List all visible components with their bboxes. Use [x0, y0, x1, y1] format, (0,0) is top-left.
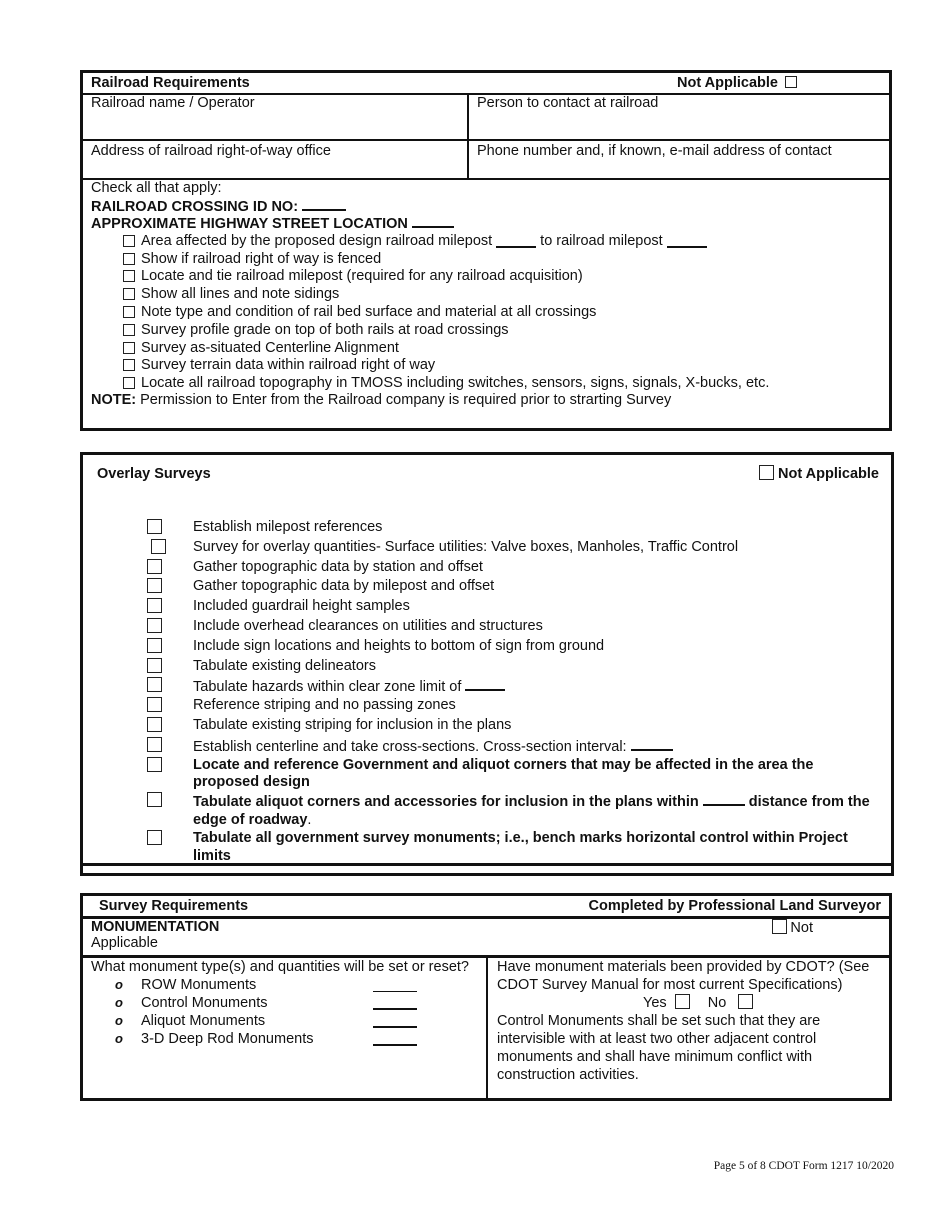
monumentation-title: MONUMENTATION [91, 919, 220, 935]
milepost-item: Area affected by the proposed design railroad milepost to railroad milepost [91, 232, 883, 250]
survey-section [80, 893, 892, 1101]
monumentation-not-applicable: Not [772, 919, 813, 936]
railroad-header [83, 73, 889, 93]
overlay-item: Establish milepost references [83, 519, 879, 539]
overlay-item-checkbox[interactable] [147, 559, 162, 574]
railroad-item-checkbox[interactable] [123, 342, 135, 354]
railroad-item: Note type and condition of rail bed surface and material at all crossings [91, 303, 883, 321]
overlay-item: Include sign locations and heights to bottom of sign from ground [83, 638, 879, 658]
railroad-title: Railroad Requirements [91, 75, 250, 91]
railroad-item: Locate all railroad topography in TMOSS including switches, sensors, signs, signals, X-bucks, etc. [91, 374, 883, 392]
monumentation-applicable: Applicable [91, 935, 158, 951]
monument-quantity-blank[interactable] [373, 996, 417, 1010]
survey-header [83, 896, 889, 916]
overlay-item: Gather topographic data by milepost and offset [83, 578, 879, 598]
page-footer: Page 5 of 8 CDOT Form 1217 10/2020 [713, 1160, 894, 1172]
overlay-item-tab-monuments: Tabulate all government survey monuments; i.e., bench marks horizontal control within Project limits [83, 830, 879, 866]
railroad-item-checkbox[interactable] [123, 253, 135, 265]
overlay-item: Gather topographic data by station and offset [83, 559, 879, 579]
control-monuments-text: Control Monuments shall be set such that they are intervisible with at least two other adjacent control monuments and shall have minimum conflict with construction activities. [497, 1013, 821, 1083]
monument-quantity-blank[interactable] [373, 979, 417, 992]
overlay-item-checkbox[interactable] [147, 792, 162, 807]
railroad-item-checkbox[interactable] [123, 359, 135, 371]
overlay-item: Included guardrail height samples [83, 598, 879, 618]
overlay-header [97, 465, 879, 482]
overlay-item-checkbox[interactable] [147, 830, 162, 845]
railroad-contact-label: Person to contact at railroad [477, 95, 659, 111]
materials-yes-no: Yes No [497, 994, 877, 1012]
overlay-item-checkbox[interactable] [147, 697, 162, 712]
overlay-item-locate-gov: Locate and reference Government and aliquot corners that may be affected in the area the proposed design [83, 757, 879, 793]
monument-quantity-blank[interactable] [373, 1014, 417, 1028]
railroad-item: Show all lines and note sidings [91, 285, 883, 303]
railroad-item-checkbox[interactable] [123, 306, 135, 318]
monument-item: o Aliquot Monuments [91, 1012, 471, 1030]
overlay-item-checkbox[interactable] [147, 519, 162, 534]
milepost-to-blank[interactable] [667, 234, 707, 248]
railroad-item-checkbox[interactable] [123, 324, 135, 336]
monument-item: o Control Monuments [91, 994, 471, 1012]
crossing-id: RAILROAD CROSSING ID NO: [91, 197, 883, 214]
railroad-phone-field[interactable] [477, 143, 887, 159]
railroad-item-checkbox[interactable] [123, 377, 135, 389]
aliquot-distance-blank[interactable] [703, 792, 745, 806]
overlay-item-checkbox[interactable] [147, 598, 162, 613]
railroad-checklist [91, 180, 883, 410]
railroad-name-label: Railroad name / Operator [91, 95, 255, 111]
materials-question: Have monument materials been provided by CDOT? (See CDOT Survey Manual for most current Specifications) [497, 959, 870, 993]
railroad-item: Survey profile grade on top of both rails at road crossings [91, 321, 883, 339]
railroad-item-checkbox[interactable] [123, 270, 135, 282]
materials-no-checkbox[interactable] [738, 994, 753, 1009]
milepost-from-blank[interactable] [496, 234, 536, 248]
monument-types [91, 958, 471, 1048]
railroad-name-field[interactable] [91, 95, 461, 111]
hazards-blank[interactable] [465, 677, 505, 691]
overlay-item: Tabulate existing striping for inclusion in the plans [83, 717, 879, 737]
highway-location-blank[interactable] [412, 214, 454, 228]
overlay-item-centerline: Establish centerline and take cross-sections. Cross-section interval: [83, 737, 879, 757]
monumentation-row [91, 919, 881, 951]
overlay-item-checkbox[interactable] [147, 757, 162, 772]
overlay-item-checkbox[interactable] [151, 539, 166, 554]
overlay-item: Survey for overlay quantities- Surface utilities: Valve boxes, Manholes, Traffic Control [83, 539, 879, 559]
overlay-item-checkbox[interactable] [147, 677, 162, 692]
overlay-item-checkbox[interactable] [147, 638, 162, 653]
cross-section-interval-blank[interactable] [631, 737, 673, 751]
monumentation-not-applicable-checkbox[interactable] [772, 919, 787, 934]
overlay-item-checkbox[interactable] [147, 618, 162, 633]
railroad-item-checkbox[interactable] [123, 288, 135, 300]
railroad-not-applicable-checkbox[interactable] [785, 76, 797, 88]
monument-item: o ROW Monuments [91, 976, 471, 994]
monument-quantity-blank[interactable] [373, 1032, 417, 1046]
railroad-section [80, 70, 892, 431]
railroad-item: Survey as-situated Centerline Alignment [91, 339, 883, 357]
overlay-item-tab-aliquot: Tabulate aliquot corners and accessories for inclusion in the plans within distance from the edge of roadway. [83, 792, 879, 830]
overlay-item: Include overhead clearances on utilities and structures [83, 618, 879, 638]
overlay-title: Overlay Surveys [97, 465, 211, 482]
overlay-item: Tabulate existing delineators [83, 658, 879, 678]
railroad-item: Show if railroad right of way is fenced [91, 250, 883, 268]
overlay-item-checkbox[interactable] [147, 737, 162, 752]
survey-completed-by: Completed by Professional Land Surveyor [588, 898, 881, 914]
overlay-item: Reference striping and no passing zones [83, 697, 879, 717]
railroad-item: Survey terrain data within railroad right of way [91, 357, 883, 375]
railroad-item: Locate and tie railroad milepost (required for any railroad acquisition) [91, 268, 883, 286]
highway-location: APPROXIMATE HIGHWAY STREET LOCATION [91, 214, 883, 232]
overlay-not-applicable-checkbox[interactable] [759, 465, 774, 480]
railroad-phone-label: Phone number and, if known, e-mail address of contact [477, 143, 832, 159]
railroad-not-applicable: Not Applicable [677, 75, 797, 91]
overlay-item-checkbox[interactable] [147, 717, 162, 732]
monument-materials [497, 958, 877, 1084]
milepost-checkbox[interactable] [123, 235, 135, 247]
overlay-item-checkbox[interactable] [147, 578, 162, 593]
overlay-not-applicable: Not Applicable [759, 465, 879, 482]
crossing-id-blank[interactable] [302, 197, 346, 211]
railroad-contact-field[interactable] [477, 95, 877, 111]
materials-yes-checkbox[interactable] [675, 994, 690, 1009]
overlay-checklist [83, 519, 879, 865]
check-all-label: Check all that apply: [91, 180, 222, 196]
railroad-address-field[interactable] [91, 143, 461, 159]
overlay-section [80, 452, 894, 876]
overlay-item-hazards: Tabulate hazards within clear zone limit of [83, 677, 879, 697]
railroad-note: NOTE: Permission to Enter from the Railroad company is required prior to strarting Survey [91, 392, 672, 409]
monument-question: What monument type(s) and quantities will be set or reset? [91, 959, 469, 975]
overlay-item-checkbox[interactable] [147, 658, 162, 673]
railroad-address-label: Address of railroad right-of-way office [91, 143, 331, 159]
survey-title: Survey Requirements [99, 898, 249, 914]
monument-item: o 3-D Deep Rod Monuments [91, 1030, 471, 1048]
